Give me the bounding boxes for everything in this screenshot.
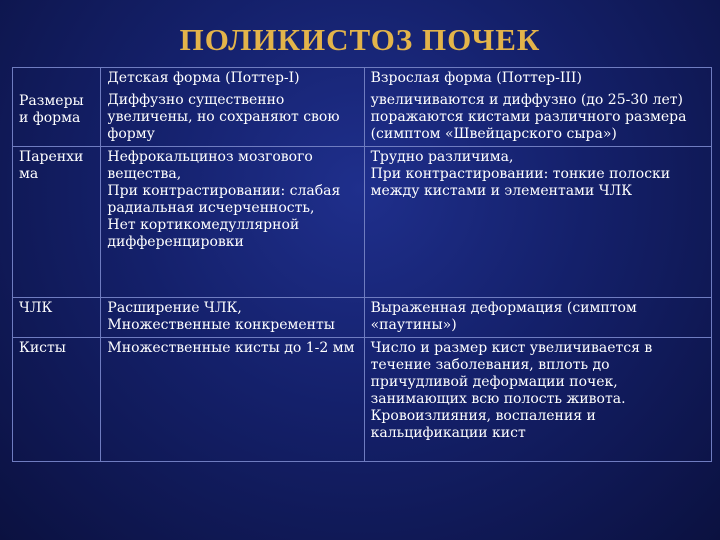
comparison-table [12,67,712,462]
header-child-form [101,68,364,91]
row-label-size [13,68,101,147]
cell-text: увеличиваются и диффузно (до 25-30 лет) поражаются кистами различного размера (симптом «Швейцарского сыра») [370,92,687,142]
cell-child-clk [101,298,364,338]
cell-text: Число и размер кист увеличивается в течение заболевания, вплоть до причудливой деформации почек, занимающих всю полость живота. [370,340,653,407]
table-row [13,147,712,298]
cell-text: Диффузно существенно увеличены, но сохраняют свою форму [107,92,340,142]
header-adult-text: Взрослая форма (Поттер-III) [370,70,582,86]
row-label-text: Паренхи ма [19,149,84,182]
row-label-text: Кисты [19,340,66,356]
cell-text: При контрастировании: слабая радиальная исчерченность, [107,183,341,216]
cell-adult-clk [364,298,711,338]
row-label-clk [13,298,101,338]
cell-text: Расширение ЧЛК, Множественные конкременты [107,300,335,333]
cell-text: Выраженная деформация (симптом «паутины») [370,300,637,333]
cell-text: Нефрокальциноз мозгового вещества, [107,149,313,182]
cell-text: Трудно различима, [370,149,514,165]
cell-adult-size [364,90,711,147]
table-row [13,338,712,462]
cell-text: При контрастировании: тонкие полоски между кистами и элементами ЧЛК [370,166,671,199]
row-label-parenchyma [13,147,101,298]
table-row [13,298,712,338]
cell-child-parenchyma [101,147,364,298]
table-row [13,68,712,91]
cell-text: Нет кортикомедуллярной дифференцировки [107,217,300,250]
row-label-text: Размеры и форма [19,93,84,126]
cell-adult-parenchyma [364,147,711,298]
header-child-text: Детская форма (Поттер-I) [107,70,300,86]
row-label-cysts [13,338,101,462]
cell-child-cysts [101,338,364,462]
page-title: ПОЛИКИСТОЗ ПОЧЕК [179,22,541,57]
cell-child-size [101,90,364,147]
cell-text: Кровоизлияния, воспаления и кальцификации кист [370,408,596,441]
header-adult-form [364,68,711,91]
cell-text: Множественные кисты до 1-2 мм [107,340,355,356]
cell-adult-cysts [364,338,711,462]
row-label-text: ЧЛК [19,300,53,316]
table-row [13,90,712,147]
